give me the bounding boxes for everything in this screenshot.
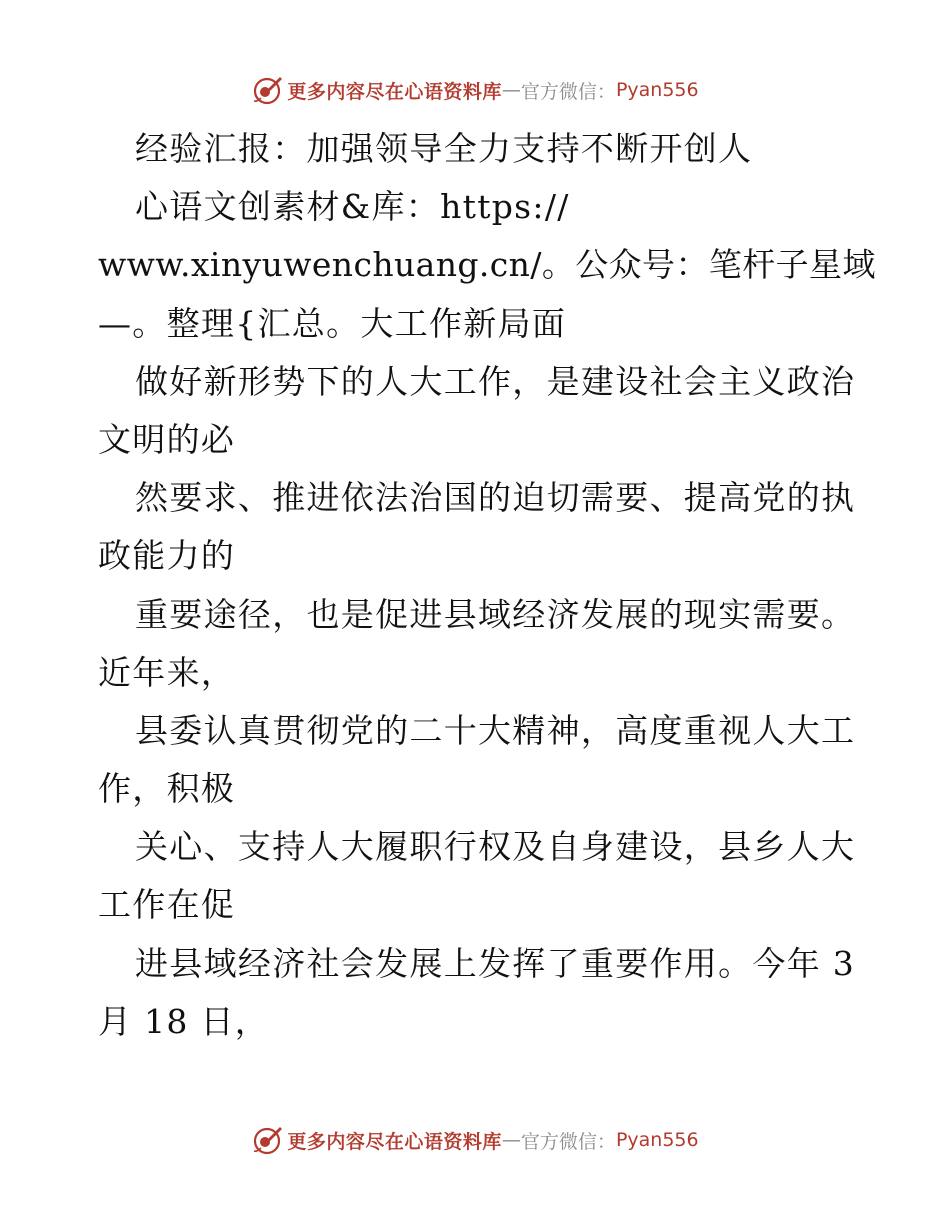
banner-brand: 更多内容尽在心语资料库 [287,1130,502,1153]
doc-line: 然要求、推进依法治国的迫切需要、提高党的执 [135,478,856,518]
doc-line: 政能力的 [98,536,236,576]
doc-line: 关心、支持人大履职行权及自身建设，县乡人大 [135,827,856,867]
banner-dash: — [501,1129,521,1151]
banner-wechat-label: 官方微信： [520,80,616,103]
brush-pen-logo-icon [251,74,283,106]
banner-wechat-id: Pyan556 [615,79,699,101]
doc-line: 文明的必 [98,419,236,459]
banner-wechat-label: 官方微信： [520,1130,616,1153]
doc-line: 经验汇报：加强领导全力支持不断开创人 [135,129,753,168]
banner-dash: — [501,79,521,101]
doc-line: www.xinyuwenchuang.cn/。公众号：笔杆子星域 [98,245,876,285]
doc-line: 月 18 日， [98,1001,270,1041]
doc-line: 心语文创素材&库：https:// [135,187,570,227]
doc-line: 进县域经济社会发展上发挥了重要作用。今年 3 [135,943,856,983]
banner-brand: 更多内容尽在心语资料库 [287,80,502,103]
doc-line: —。整理{汇总。大工作新局面 [98,303,567,343]
doc-line: 近年来， [98,652,236,692]
header-banner [0,70,950,110]
document-body [98,120,876,1051]
footer-banner [0,1120,950,1160]
doc-line: 县委认真贯彻党的二十大精神，高度重视人大工 [135,710,856,750]
brush-pen-logo-icon [251,1124,283,1156]
doc-line: 工作在促 [98,885,236,925]
banner-wechat-id: Pyan556 [615,1129,699,1151]
doc-line: 作，积极 [98,769,236,809]
doc-line: 重要途径，也是促进县域经济发展的现实需要。 [135,594,856,634]
doc-line: 做好新形势下的人大工作，是建设社会主义政治 [135,361,856,401]
